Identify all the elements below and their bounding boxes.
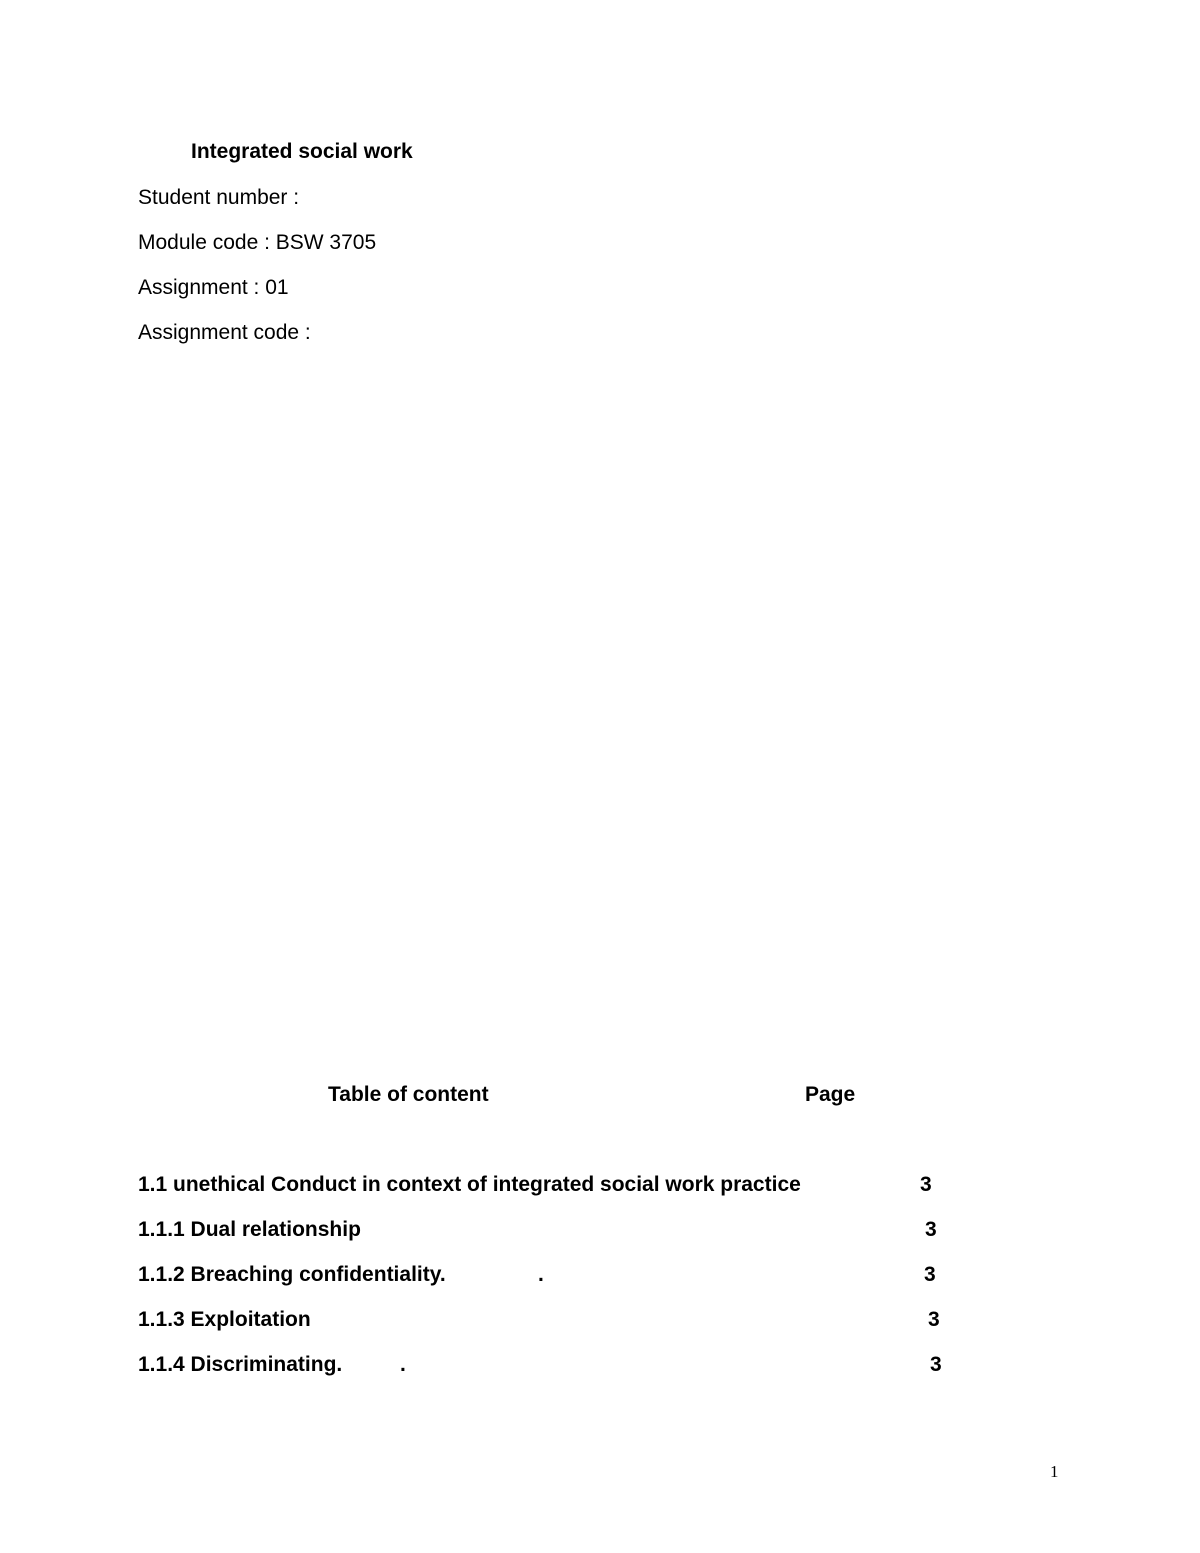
toc-entry-page: 3: [920, 1173, 932, 1196]
toc-entry-page: 3: [924, 1263, 936, 1286]
student-number-line: Student number :: [138, 186, 300, 209]
toc-entry: [138, 1263, 958, 1291]
toc-entry-page: 3: [925, 1218, 937, 1241]
toc-entry-page: 3: [928, 1308, 940, 1331]
toc-entry-dot: .: [400, 1353, 406, 1376]
assignment-line: Assignment : 01: [138, 276, 289, 299]
toc-entry: [138, 1353, 958, 1381]
toc-entry-text: 1.1.1 Dual relationship: [138, 1218, 361, 1241]
toc-entry: [138, 1173, 958, 1201]
toc-page-heading: Page: [805, 1083, 856, 1106]
toc-entry-text: 1.1.2 Breaching confidentiality.: [138, 1263, 446, 1286]
page-number: 1: [1050, 1462, 1059, 1481]
toc-entry-text: 1.1 unethical Conduct in context of integrated social work practice: [138, 1173, 801, 1196]
toc-entry-page: 3: [930, 1353, 942, 1376]
toc-entry-dot: .: [538, 1263, 544, 1286]
toc-heading: Table of content: [328, 1083, 489, 1106]
document-title: Integrated social work: [191, 140, 413, 163]
module-code-line: Module code : BSW 3705: [138, 231, 377, 254]
toc-entry: [138, 1308, 958, 1336]
toc-entry-text: 1.1.3 Exploitation: [138, 1308, 311, 1331]
assignment-code-line: Assignment code :: [138, 321, 311, 344]
toc-entry-text: 1.1.4 Discriminating.: [138, 1353, 343, 1376]
toc-entry: [138, 1218, 958, 1246]
